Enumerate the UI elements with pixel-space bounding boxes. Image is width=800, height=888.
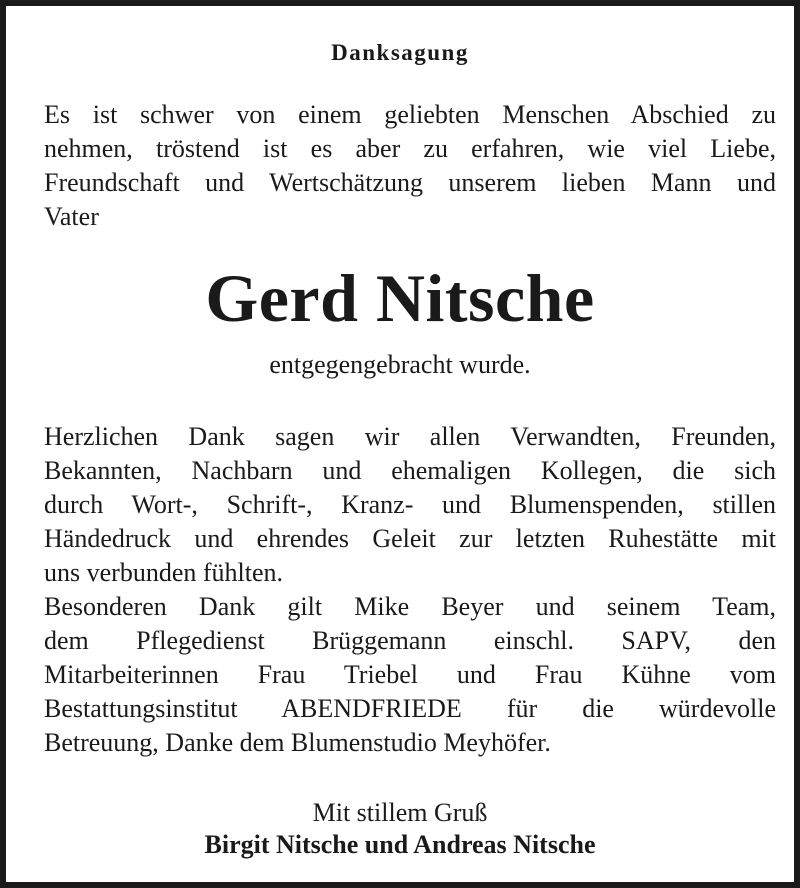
thanks-line: Besonderen Dank gilt Mike Beyer und seinem Team, xyxy=(44,592,776,621)
intro-line: Vater xyxy=(44,202,99,231)
notice-heading: Danksagung xyxy=(331,40,469,65)
intro-line: nehmen, tröstend ist es aber zu erfahren, wie viel Liebe, xyxy=(44,134,776,163)
closing-greeting: Mit stillem Gruß xyxy=(312,798,488,827)
thanks-line: Herzlichen Dank sagen wir allen Verwandten, Freunden, xyxy=(44,422,776,451)
obituary-thanks-notice xyxy=(12,12,788,876)
thanks-line: Bestattungsinstitut ABENDFRIEDE für die würdevolle xyxy=(44,694,776,723)
thanks-line: uns verbunden fühlten. xyxy=(44,558,284,587)
thanks-line: Händedruck und ehrendes Geleit zur letzten Ruhestätte mit xyxy=(44,524,776,553)
intro-paragraph xyxy=(44,98,776,234)
intro-line: Freundschaft und Wertschätzung unserem lieben Mann und xyxy=(44,168,776,197)
thanks-line: durch Wort-, Schrift-, Kranz- und Blumenspenden, stillen xyxy=(44,490,776,519)
thanks-line: dem Pflegedienst Brüggemann einschl. SAPV, den xyxy=(44,626,776,655)
thanks-line: Betreuung, Danke dem Blumenstudio Meyhöfer. xyxy=(44,728,551,757)
intro-line: Es ist schwer von einem geliebten Menschen Abschied zu xyxy=(44,100,776,129)
deceased-name: Gerd Nitsche xyxy=(205,260,595,336)
thanks-line: Bekannten, Nachbarn und ehemaligen Kollegen, die sich xyxy=(44,456,776,485)
thanks-paragraph xyxy=(44,420,776,760)
after-name-text: entgegengebracht wurde. xyxy=(269,350,531,379)
thanks-line: Mitarbeiterinnen Frau Triebel und Frau Kühne vom xyxy=(44,660,776,689)
signers-names: Birgit Nitsche und Andreas Nitsche xyxy=(204,830,596,859)
